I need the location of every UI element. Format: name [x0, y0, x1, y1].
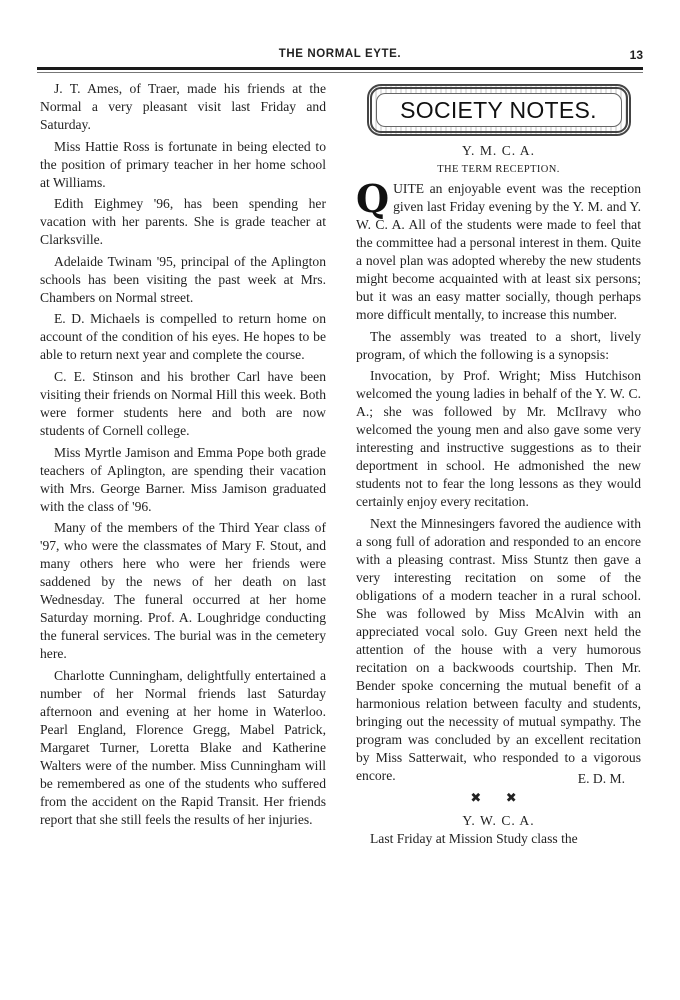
ymca-program-invocation: Invocation, by Prof. Wright; Miss Hutchison welcomed the young ladies in behalf of the Y. W. C. A.; she was followed by Mr. McIlravy who welcomed the young men and also gave some very interesting and instructive suggestions as to their deportment in school. He admonished the new students not to fear the long lessons as they would certainly enjoy every recitation. — [356, 368, 641, 510]
header-rule-thin — [37, 72, 643, 73]
ymca-intro-paragraph — [356, 176, 641, 324]
page-number: 13 — [629, 48, 643, 62]
ymca-subheading: THE TERM RECEPTION. — [437, 164, 560, 175]
news-item-ames: J. T. Ames, of Traer, made his friends at the Normal a very pleasant visit last Friday and Saturday. — [40, 81, 326, 132]
author-signature: E. D. M. — [577, 771, 625, 787]
society-notes-banner — [367, 84, 631, 136]
news-item-ross: Miss Hattie Ross is fortunate in being elected to the position of primary teacher in her home school at Williams. — [40, 138, 326, 190]
left-column — [40, 80, 326, 829]
right-column — [356, 80, 641, 848]
ywca-heading: Y. W. C. A. — [462, 813, 535, 829]
banner-title: SOCIETY NOTES. — [400, 97, 597, 123]
ywca-first-line: Last Friday at Mission Study class the — [370, 831, 578, 847]
news-item-michaels: E. D. Michaels is compelled to return home on account of the condition of his eyes. He hopes to be able to return next year and complete the course. — [40, 311, 326, 363]
banner-frame — [376, 93, 622, 127]
news-item-stinson: C. E. Stinson and his brother Carl have been visiting their friends on Normal Hill this week. Both were former students here and both are now students of Cornell college. — [40, 368, 326, 438]
drop-cap: Q — [356, 176, 390, 221]
ymca-intro-text: UITE an enjoyable event was the reception given last Friday evening by the Y. M. and Y. W. C. A. All of the students were made to feel that the committee had a personal interest in them. Quite a novel plan was adopted whereby the new students might become acquainted with at least six persons; but it was an easy matter socially, though perhaps more difficult mentally, to increase this number. — [356, 181, 641, 322]
ymca-program-intro: The assembly was treated to a short, lively program, of which the following is a synopsis: — [356, 328, 641, 362]
news-item-eighmey: Edith Eighmey '96, has been spending her vacation with her parents. She is grade teacher at Clarksville. — [40, 196, 326, 248]
news-item-cunningham: Charlotte Cunningham, delightfully entertained a number of her Normal friends last Saturday afternoon and evening at her home in Waterloo. Pearl England, Florence Gregg, Mabel Patrick, Margaret Turner, Loretta Blake and Katherine Walters were of the number. Miss Cunningham will be remembered as one of the students who suffered from the accident on the Rapid Transit. Her friends report that she still feels the results of her injuries. — [40, 667, 326, 827]
running-header — [37, 46, 643, 66]
ymca-program-performances: Next the Minnesingers favored the audience with a song full of adoration and responded to an encore with a pleasing contrast. Miss Stuntz then gave a very interesting recitation on some of the obligations of a modern teacher in a rural school. She was followed by Miss McAlvin with an appreciated vocal solo. Guy Green next held the attention of the house with a very humorous recitation on a backwoods courtship. Then Mr. Bender spoke concerning the mutual benefit of a harmonious relation between faculty and students, bringing out the necessity of mutual sympathy. The program was concluded by an excellent recitation by Miss Satterwait, who responded to a vigorous encore. — [356, 515, 641, 783]
header-rule-thick — [37, 67, 643, 70]
ymca-heading: Y. M. C. A. — [461, 143, 536, 158]
news-item-stout: Many of the members of the Third Year class of '97, who were the classmates of Mary F. Stout, and many others here who were her friends were saddened by the news of her death on last Wednesday. The funeral occurred at her home Saturday morning. Prof. A. Loughridge conducting the funeral services. The burial was in the cemetery here. — [40, 520, 326, 662]
section-divider-ornament-icon: ✖ ✖ — [470, 791, 527, 807]
news-item-jamison: Miss Myrtle Jamison and Emma Pope both grade teachers of Aplington, are spending their vacation with Mrs. George Barner. Miss Jamison graduated with the class of '96. — [40, 444, 326, 514]
news-item-twinam: Adelaide Twinam '95, principal of the Aplington schools has been visiting the past week at Mrs. Chambers on Normal street. — [40, 253, 326, 305]
publication-title: THE NORMAL EYTE. — [278, 48, 402, 60]
